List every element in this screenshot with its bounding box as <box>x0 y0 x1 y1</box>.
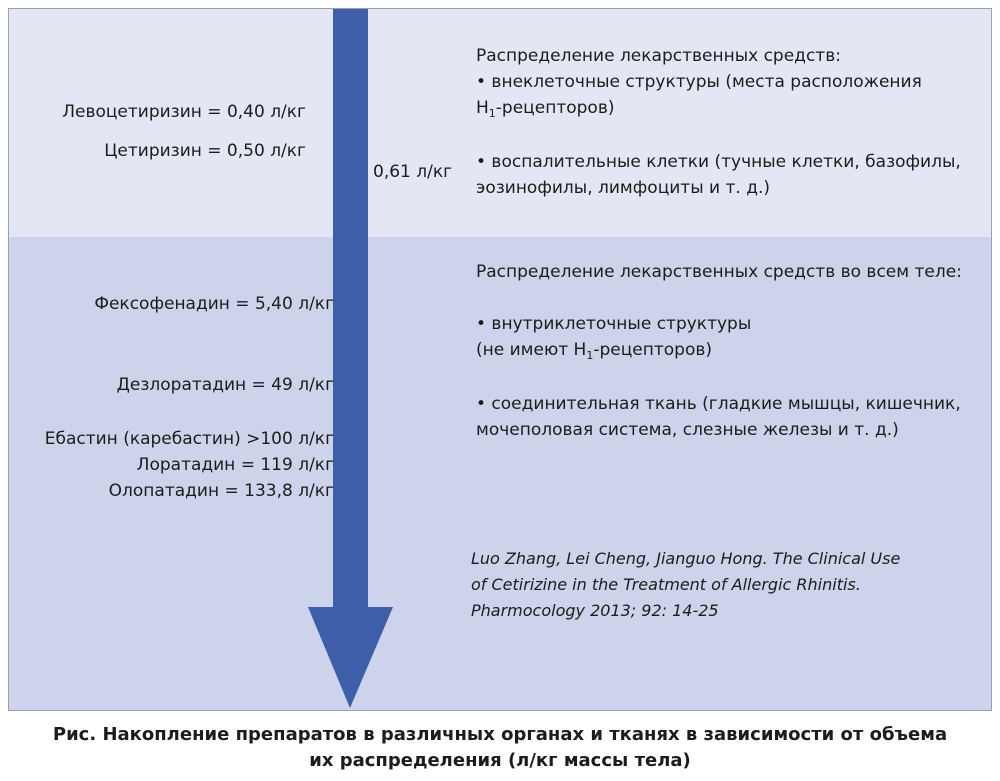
bottom-desc-bullet2-line1: • соединительная ткань (гладкие мышцы, кишечник, <box>476 394 961 414</box>
drug-levocetirizine: Левоцетиризин = 0,40 л/кг <box>62 102 306 122</box>
top-desc-bullet2-line1: • воспалительные клетки (тучные клетки, базофилы, <box>476 152 961 172</box>
caption-line1: Рис. Накопление препаратов в различных органах и тканях в зависимости от объема <box>52 724 948 745</box>
citation <box>471 546 900 624</box>
drug-olopatadine: Олопатадин = 133,8 л/кг <box>108 481 334 501</box>
diagram-figure <box>8 8 992 711</box>
top-desc-bullet2-line2: эозинофилы, лимфоциты и т. д.) <box>476 178 770 198</box>
bottom-desc-bullet2-line2: мочеполовая система, слезные железы и т. д.) <box>476 420 899 440</box>
drug-cetirizine: Цетиризин = 0,50 л/кг <box>104 141 306 161</box>
drug-ebastine: Ебастин (каребастин) >100 л/кг <box>44 429 334 449</box>
caption-line2: их распределения (л/кг массы тела) <box>309 750 691 771</box>
drug-desloratadine: Дезлоратадин = 49 л/кг <box>116 375 334 395</box>
top-desc-bullet1-line1: • внеклеточные структуры (места расположения <box>476 72 922 92</box>
bottom-desc-bullet1-line2: (не имеют $Н_1-рецепторов$) <box>476 340 713 362</box>
top-desc-heading: Распределение лекарственных средств: <box>476 46 841 66</box>
drug-loratadine: Лоратадин = 119 л/кг <box>136 455 334 475</box>
citation-line3: Pharmocology 2013; 92: 14-25 <box>471 601 719 620</box>
figure-caption <box>0 722 1000 774</box>
top-desc-bullet1-line2: $Н_1-рецепторов$) <box>476 98 615 120</box>
down-arrow-icon <box>308 9 393 708</box>
bottom-desc-bullet1-line1: • внутриклеточные структуры <box>476 314 752 334</box>
bottom-desc-heading: Распределение лекарственных средств во всем теле: <box>476 262 962 282</box>
citation-line2: of Cetirizine in the Treatment of Allergic Rhinitis. <box>471 575 861 594</box>
top-description <box>476 43 961 201</box>
bottom-description <box>476 259 962 443</box>
threshold-label: 0,61 л/кг <box>373 162 453 182</box>
drug-fexofenadine: Фексофенадин = 5,40 л/кг <box>94 294 334 314</box>
citation-line1: Luo Zhang, Lei Cheng, Jianguo Hong. The Clinical Use <box>471 549 901 568</box>
